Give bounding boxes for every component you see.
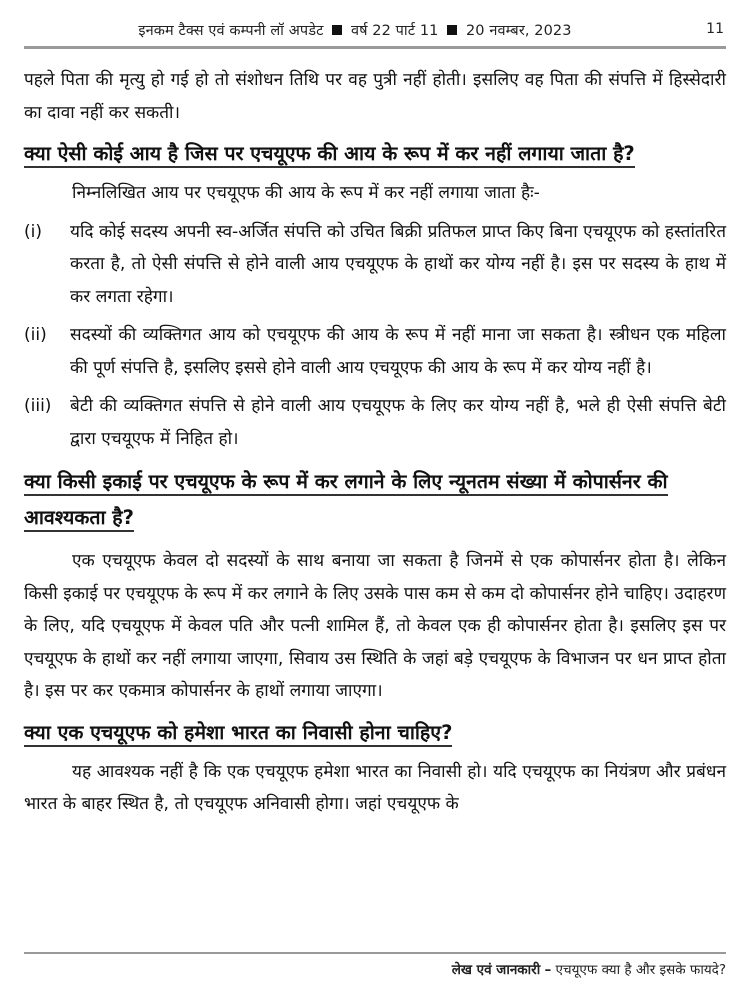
header-title [24, 20, 686, 40]
footer-article-title: एचयूएफ क्या है और इसके फायदे? [555, 962, 726, 978]
section-heading-3 [24, 718, 726, 748]
list-item [24, 216, 726, 314]
footer-section-label: लेख एवं जानकारी [451, 962, 541, 978]
page-content [24, 64, 726, 821]
footer-divider [24, 952, 726, 954]
list-number: (iii) [24, 396, 52, 416]
list-text: बेटी की व्यक्तिगत संपत्ति से होने वाली आय एचयूएफ के लिए कर योग्य नहीं है, भले ही ऐसी संपत्ति बेटी द्वारा एचयूएफ में निहित हो। [70, 396, 726, 449]
running-footer [452, 960, 726, 978]
heading-text: क्या ऐसी कोई आय है जिस पर एचयूएफ की आय के रूप में कर नहीं लगाया जाता है? [24, 142, 635, 168]
list-item [24, 319, 726, 384]
section-heading-1 [24, 139, 726, 169]
volume-info: वर्ष 22 पार्ट 11 [350, 23, 439, 39]
heading-text: क्या किसी इकाई पर एचयूएफ के रूप में कर लगाने के लिए न्यूनतम संख्या में कोपार्सनर की आवश्यकता है? [24, 470, 668, 532]
running-header [24, 20, 726, 46]
list-number: (i) [24, 221, 42, 242]
section-1-intro: निम्नलिखित आय पर एचयूएफ की आय के रूप में कर नहीं लगाया जाता हैः- [72, 183, 540, 203]
list-number: (ii) [24, 325, 47, 345]
black-square-icon [332, 25, 342, 35]
list-item [24, 390, 726, 455]
intro-paragraph: पहले पिता की मृत्यु हो गई हो तो संशोधन तिथि पर वह पुत्री नहीं होती। इसलिए वह पिता की संपत्ति में हिस्सेदारी का दावा नहीं कर सकती। [24, 70, 726, 123]
black-square-icon [447, 25, 457, 35]
journal-name: इनकम टैक्स एवं कम्पनी लॉ अपडेट [138, 23, 324, 39]
issue-date: 20 नवम्बर, 2023 [465, 23, 572, 39]
list-text: यदि कोई सदस्य अपनी स्व-अर्जित संपत्ति को उचित बिक्री प्रतिफल प्राप्त किए बिना एचयूएफ को हस्तांतरित करता है, तो ऐसी संपत्ति से होने वाली आय एचयूएफ के हाथों कर योग्य नहीं है। इस पर सदस्य के हाथ में कर लगता रहेगा। [70, 221, 726, 307]
section-heading-2 [24, 465, 726, 537]
list-text: सदस्यों की व्यक्तिगत आय को एचयूएफ की आय के रूप में नहीं माना जा सकता है। स्त्रीधन एक महिला की पूर्ण संपत्ति है, इसलिए इससे होने वाली आय एचयूएफ की आय के रूप में कर योग्य नहीं है। [70, 325, 726, 378]
header-divider [24, 46, 726, 49]
section-3-paragraph: यह आवश्यक नहीं है कि एक एचयूएफ हमेशा भारत का निवासी हो। यदि एचयूएफ का नियंत्रण और प्रबंधन भारत के बाहर स्थित है, तो एचयूएफ अनिवासी होगा। जहां एचयूएफ के [24, 761, 726, 814]
footer-dash: – [544, 962, 552, 978]
page-number: 11 [706, 21, 724, 37]
section-2-paragraph: एक एचयूएफ केवल दो सदस्यों के साथ बनाया जा सकता है जिनमें से एक कोपार्सनर होता है। लेकिन किसी इकाई पर एचयूएफ के रूप में कर लगाने के लिए उसके पास कम से कम दो कोपार्सनर होने चाहिए। उदाहरण के लिए, यदि एचयूएफ में केवल पति और पत्नी शामिल हैं, तो केवल एक ही कोपार्सनर होता है। इसलिए इस पर एचयूएफ के हाथों कर नहीं लगाया जाएगा, सिवाय उस स्थिति के जहां बड़े एचयूएफ के विभाजन पर धन प्राप्त होता है। इस पर कर एकमात्र कोपार्सनर के हाथों लगाया जाएगा। [24, 551, 726, 701]
heading-text: क्या एक एचयूएफ को हमेशा भारत का निवासी होना चाहिए? [24, 721, 452, 747]
